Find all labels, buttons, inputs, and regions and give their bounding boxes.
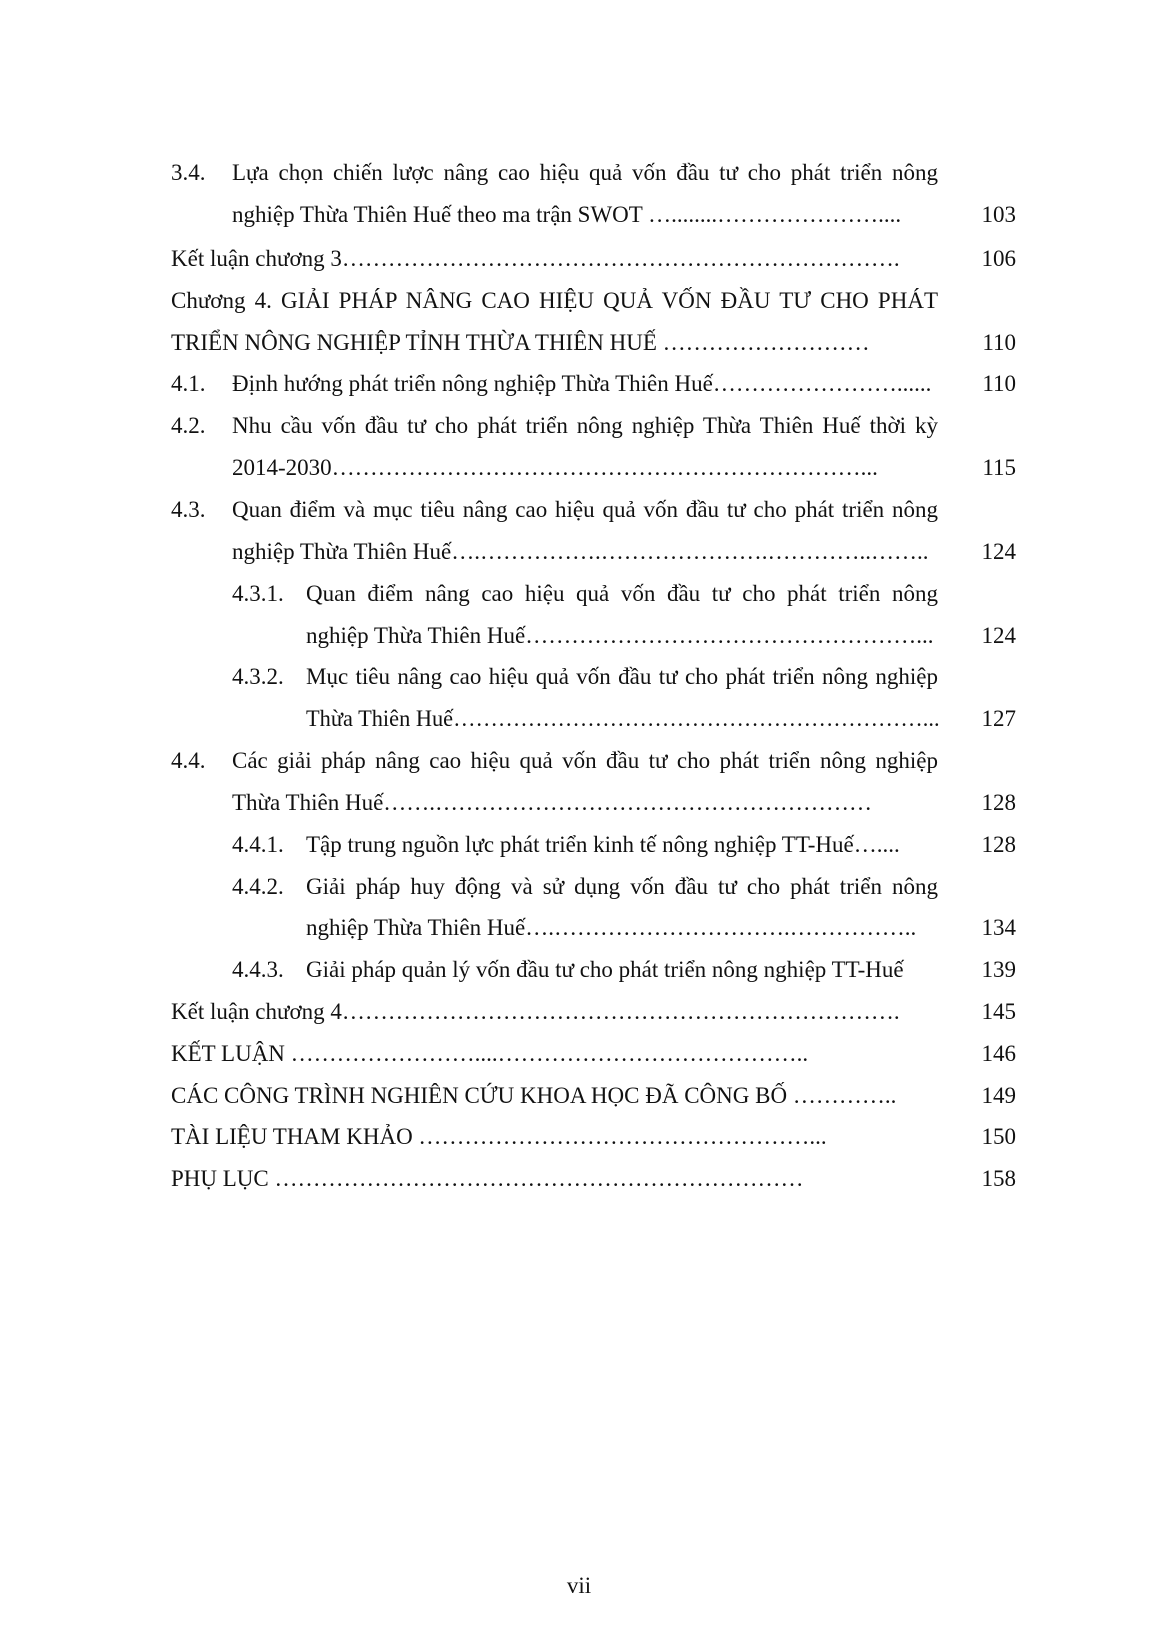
toc-entry-line: TÀI LIỆU THAM KHẢO ……………………………………………... bbox=[171, 1124, 827, 1149]
toc-page-number: 128 bbox=[981, 790, 1016, 815]
toc-page-number: 115 bbox=[982, 455, 1016, 480]
toc-number: 4.3. bbox=[171, 497, 206, 522]
toc-entry-line: PHỤ LỤC …………………………………………………………… bbox=[171, 1166, 804, 1191]
page-footer-number: vii bbox=[566, 1573, 592, 1598]
toc-number: 4.3.1. bbox=[232, 581, 284, 606]
toc-entry-line: Thừa Thiên Huế…….………………………………………………… bbox=[232, 790, 873, 815]
toc-entry-line: nghiệp Thừa Thiên Huế….………………………….…………….. bbox=[306, 915, 917, 940]
toc-number: 4.2. bbox=[171, 413, 206, 438]
toc-entry-line: Kết luận chương 4………………………………………………………………. bbox=[171, 999, 900, 1024]
toc-number: 4.3.2. bbox=[232, 664, 284, 689]
toc-number: 3.4. bbox=[171, 160, 206, 185]
toc-page-number: 146 bbox=[981, 1041, 1016, 1066]
toc-number: 4.4.2. bbox=[232, 874, 284, 899]
toc-entry-line: Chương 4. GIẢI PHÁP NÂNG CAO HIỆU QUẢ VỐN ĐẦU TƯ CHO PHÁT bbox=[171, 288, 938, 313]
toc-entry-line: CÁC CÔNG TRÌNH NGHIÊN CỨU KHOA HỌC ĐÃ CÔNG BỐ ………….. bbox=[171, 1083, 897, 1108]
toc-entry-line: Thừa Thiên Huế………………………………………………………... bbox=[306, 706, 940, 731]
toc-page-number: 134 bbox=[981, 915, 1016, 940]
toc-entry-line: Kết luận chương 3………………………………………………………………. bbox=[171, 246, 900, 271]
toc-entry-line: nghiệp Thừa Thiên Huế theo ma trận SWOT …........………………….... bbox=[232, 202, 902, 227]
toc-number: 4.4. bbox=[171, 748, 206, 773]
toc-page-number: 103 bbox=[981, 202, 1016, 227]
toc-entry-line: Các giải pháp nâng cao hiệu quả vốn đầu tư cho phát triển nông nghiệp bbox=[232, 748, 938, 773]
toc-entry-line: Nhu cầu vốn đầu tư cho phát triển nông nghiệp Thừa Thiên Huế thời kỳ bbox=[232, 413, 938, 438]
toc-entry-line: 2014-2030……………………………………………………………... bbox=[232, 455, 878, 480]
toc-entry-line: Mục tiêu nâng cao hiệu quả vốn đầu tư cho phát triển nông nghiệp bbox=[306, 664, 938, 689]
toc-entry-line: Giải pháp huy động và sử dụng vốn đầu tư cho phát triển nông bbox=[306, 874, 938, 899]
toc-page-number: 145 bbox=[981, 999, 1016, 1024]
toc-page-number: 127 bbox=[981, 706, 1016, 731]
toc-page-number: 110 bbox=[982, 330, 1016, 355]
toc-entry-line: Định hướng phát triển nông nghiệp Thừa Thiên Huế……………………...... bbox=[232, 371, 932, 396]
toc-number: 4.4.3. bbox=[232, 957, 284, 982]
toc-entry-line: Giải pháp quản lý vốn đầu tư cho phát triển nông nghiệp TT-Huế bbox=[306, 957, 904, 982]
toc-page-number: 149 bbox=[981, 1083, 1016, 1108]
toc-page-number: 158 bbox=[981, 1166, 1016, 1191]
toc-entry-line: Quan điểm nâng cao hiệu quả vốn đầu tư cho phát triển nông bbox=[306, 581, 938, 606]
toc-entry-line: Lựa chọn chiến lược nâng cao hiệu quả vốn đầu tư cho phát triển nông bbox=[232, 160, 938, 185]
toc-page-number: 150 bbox=[981, 1124, 1016, 1149]
toc-entry-line: Tập trung nguồn lực phát triển kinh tế nông nghiệp TT-Huế….... bbox=[306, 832, 900, 857]
toc-page-number: 110 bbox=[982, 371, 1016, 396]
toc-entry-line: Quan điểm và mục tiêu nâng cao hiệu quả vốn đầu tư cho phát triển nông bbox=[232, 497, 938, 522]
toc-page-number: 128 bbox=[981, 832, 1016, 857]
toc-entry-line: TRIỂN NÔNG NGHIỆP TỈNH THỪA THIÊN HUẾ ……………………… bbox=[171, 330, 870, 355]
toc-page-number: 124 bbox=[981, 623, 1016, 648]
toc-number: 4.4.1. bbox=[232, 832, 284, 857]
toc-entry-line: KẾT LUẬN ……………………....………………………………….. bbox=[171, 1041, 809, 1066]
toc-entry-line: nghiệp Thừa Thiên Huế….…………….………………….…………..…….. bbox=[232, 539, 929, 564]
toc-page-number: 106 bbox=[981, 246, 1016, 271]
toc-page-number: 124 bbox=[981, 539, 1016, 564]
toc-number: 4.1. bbox=[171, 371, 206, 396]
toc-entry-line: nghiệp Thừa Thiên Huế……………………………………………... bbox=[306, 623, 934, 648]
toc-page-number: 139 bbox=[981, 957, 1016, 982]
